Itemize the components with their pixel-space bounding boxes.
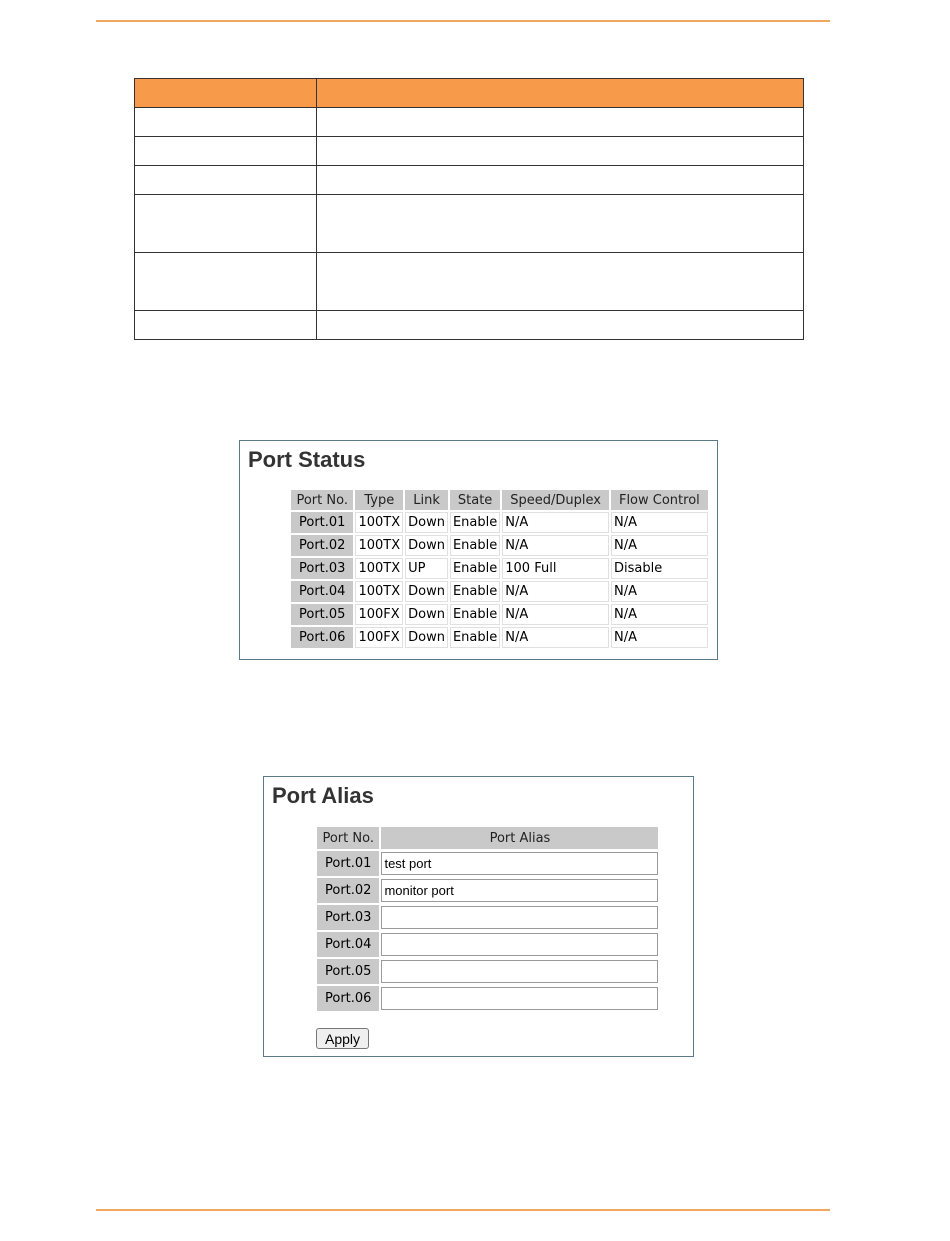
status-cell-type: 100FX	[355, 604, 403, 625]
port-label: Port.04	[317, 932, 379, 957]
table-row	[291, 581, 708, 602]
table-row	[135, 311, 804, 340]
table-row	[135, 137, 804, 166]
status-cell-speed: N/A	[502, 512, 609, 533]
port-label: Port.01	[291, 512, 353, 533]
status-cell-speed: N/A	[502, 604, 609, 625]
alias-cell	[381, 878, 658, 903]
port-alias-panel	[263, 776, 694, 1057]
status-cell-state: Enable	[450, 604, 500, 625]
table-row	[291, 558, 708, 579]
table-row	[317, 986, 658, 1011]
table-row	[135, 253, 804, 311]
status-cell-speed: N/A	[502, 535, 609, 556]
table-row	[291, 627, 708, 648]
bottom-rule	[96, 1209, 830, 1211]
table-row	[135, 108, 804, 137]
status-cell-speed: N/A	[502, 627, 609, 648]
status-cell-state: Enable	[450, 535, 500, 556]
col-header-speed-duplex: Speed/Duplex	[502, 490, 609, 510]
status-cell-flow: N/A	[611, 535, 708, 556]
status-cell-flow: N/A	[611, 627, 708, 648]
port-status-panel	[239, 440, 718, 660]
table-row	[135, 166, 804, 195]
status-cell-flow: N/A	[611, 581, 708, 602]
port-alias-input[interactable]	[381, 933, 658, 956]
status-cell-link: Down	[405, 581, 448, 602]
alias-cell	[381, 986, 658, 1011]
status-cell-flow: Disable	[611, 558, 708, 579]
port-alias-input[interactable]	[381, 906, 658, 929]
col-header-link: Link	[405, 490, 448, 510]
col-header-port-alias: Port Alias	[381, 827, 658, 849]
port-alias-title: Port Alias	[272, 783, 374, 808]
table-row	[317, 851, 658, 876]
table-row	[317, 905, 658, 930]
col-header-port-no: Port No.	[317, 827, 379, 849]
status-cell-flow: N/A	[611, 512, 708, 533]
status-cell-link: Down	[405, 604, 448, 625]
status-cell-type: 100FX	[355, 627, 403, 648]
port-alias-input[interactable]	[381, 879, 658, 902]
port-status-title: Port Status	[248, 447, 366, 472]
status-cell-link: Down	[405, 535, 448, 556]
status-cell-state: Enable	[450, 627, 500, 648]
port-alias-input[interactable]	[381, 852, 658, 875]
col-header-port-no: Port No.	[291, 490, 353, 510]
port-label: Port.02	[317, 878, 379, 903]
table-row	[317, 932, 658, 957]
table-row	[291, 535, 708, 556]
port-alias-header-row	[317, 827, 658, 849]
status-cell-state: Enable	[450, 558, 500, 579]
status-cell-state: Enable	[450, 512, 500, 533]
port-label: Port.05	[291, 604, 353, 625]
status-cell-speed: N/A	[502, 581, 609, 602]
table-row	[317, 959, 658, 984]
status-cell-type: 100TX	[355, 535, 403, 556]
port-label: Port.01	[317, 851, 379, 876]
port-label: Port.05	[317, 959, 379, 984]
status-cell-link: Down	[405, 512, 448, 533]
port-label: Port.03	[291, 558, 353, 579]
port-label: Port.02	[291, 535, 353, 556]
status-cell-type: 100TX	[355, 581, 403, 602]
top-rule	[96, 20, 830, 22]
description-table	[134, 78, 804, 340]
alias-cell	[381, 851, 658, 876]
port-label: Port.03	[317, 905, 379, 930]
port-status-header-row	[291, 490, 708, 510]
status-cell-type: 100TX	[355, 512, 403, 533]
table-row	[135, 195, 804, 253]
description-table-header	[135, 79, 804, 108]
port-alias-input[interactable]	[381, 960, 658, 983]
port-status-table	[289, 488, 710, 650]
alias-cell	[381, 959, 658, 984]
status-cell-link: UP	[405, 558, 448, 579]
col-header-flow-control: Flow Control	[611, 490, 708, 510]
port-label: Port.06	[291, 627, 353, 648]
col-header-type: Type	[355, 490, 403, 510]
status-cell-speed: 100 Full	[502, 558, 609, 579]
apply-button[interactable]: Apply	[316, 1028, 369, 1049]
status-cell-state: Enable	[450, 581, 500, 602]
port-alias-table	[315, 825, 660, 1013]
col-header-state: State	[450, 490, 500, 510]
table-row	[291, 604, 708, 625]
status-cell-type: 100TX	[355, 558, 403, 579]
alias-cell	[381, 932, 658, 957]
alias-cell	[381, 905, 658, 930]
table-row	[317, 878, 658, 903]
port-label: Port.06	[317, 986, 379, 1011]
table-row	[291, 512, 708, 533]
port-label: Port.04	[291, 581, 353, 602]
status-cell-flow: N/A	[611, 604, 708, 625]
status-cell-link: Down	[405, 627, 448, 648]
port-alias-input[interactable]	[381, 987, 658, 1010]
